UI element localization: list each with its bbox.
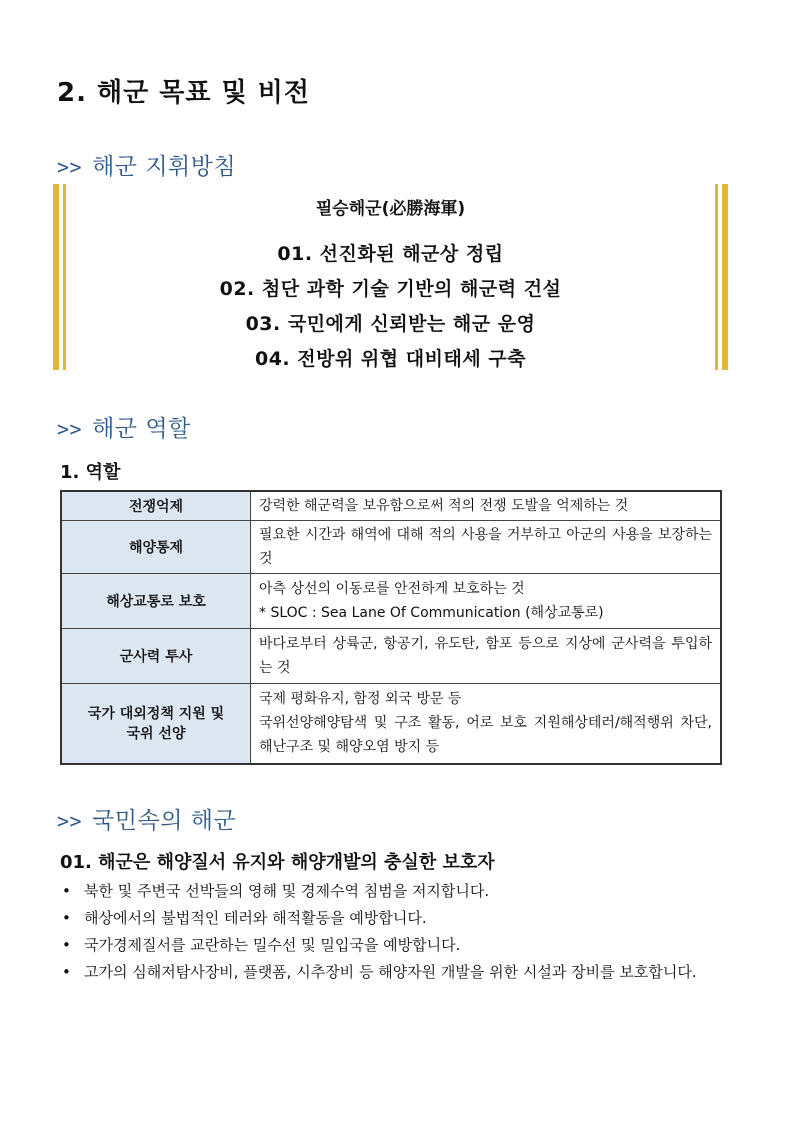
list-item: • 고가의 심해저탐사장비, 플랫폼, 시추장비 등 해양자원 개발을 위한 시설과 장비를 보호합니다.	[60, 959, 725, 986]
bullet-icon: •	[62, 936, 71, 954]
table-row	[61, 521, 721, 574]
section-arrow-icon: >>	[57, 809, 83, 833]
section-arrow-icon: >>	[57, 155, 83, 179]
guardian-heading: 01. 해군은 해양질서 유지와 해양개발의 충실한 보호자	[60, 852, 495, 873]
motto-item: 01. 선진화된 해군상 정립	[277, 243, 504, 265]
motto-item: 02. 첨단 과학 기술 기반의 해군력 건설	[219, 278, 562, 300]
section-arrow-icon: >>	[57, 417, 83, 441]
roles-table	[60, 490, 722, 765]
bullet-icon: •	[62, 963, 71, 981]
role-desc-cell: 강력한 해군력을 보유함으로써 적의 전쟁 도발을 억제하는 것	[251, 491, 722, 521]
table-row	[61, 574, 721, 629]
list-item: • 북한 및 주변국 선박들의 영해 및 경제수역 침범을 저지합니다.	[60, 878, 725, 905]
list-item: • 해상에서의 불법적인 테러와 해적활동을 예방합니다.	[60, 905, 725, 932]
page-title: 2. 해군 목표 및 비전	[57, 78, 310, 108]
roles-heading: 1. 역할	[60, 462, 121, 483]
section-heading-command	[57, 148, 236, 181]
guardian-list	[60, 878, 725, 986]
section-title: 국민속의 해군	[92, 808, 237, 834]
role-name-cell: 해양통제	[61, 521, 251, 574]
bullet-icon: •	[62, 882, 71, 900]
section-title: 해군 지휘방침	[92, 154, 237, 180]
section-heading-role	[57, 410, 191, 443]
section-heading-people	[57, 802, 236, 835]
list-item: • 국가경제질서를 교란하는 밀수선 및 밀입국을 예방합니다.	[60, 932, 725, 959]
bullet-icon: •	[62, 909, 71, 927]
role-name-cell: 해상교통로 보호	[61, 574, 251, 629]
motto-list	[53, 237, 728, 377]
role-desc-cell: 아측 상선의 이동로를 안전하게 보호하는 것 * SLOC : Sea Lane Of Communication (해상교통로)	[251, 574, 722, 629]
table-row	[61, 684, 721, 764]
motto-item: 04. 전방위 위협 대비태세 구축	[254, 348, 526, 370]
motto-box	[53, 184, 728, 370]
role-name-cell: 군사력 투사	[61, 629, 251, 684]
section-title: 해군 역할	[92, 416, 191, 442]
role-desc-cell: 바다로부터 상륙군, 항공기, 유도탄, 함포 등으로 지상에 군사력을 투입하는 것	[251, 629, 722, 684]
motto-item: 03. 국민에게 신뢰받는 해군 운영	[245, 313, 536, 335]
motto-title: 필승해군(必勝海軍)	[315, 199, 466, 219]
role-desc-cell: 필요한 시간과 해역에 대해 적의 사용을 거부하고 아군의 사용을 보장하는 것	[251, 521, 722, 574]
table-row	[61, 629, 721, 684]
role-name-cell: 전쟁억제	[61, 491, 251, 521]
table-row	[61, 491, 721, 521]
role-desc-cell: 국제 평화유지, 함정 외국 방문 등 국위선양해양탐색 및 구조 활동, 어로 보호 지원해상테러/해적행위 차단, 해난구조 및 해양오염 방지 등	[251, 684, 722, 764]
role-name-cell: 국가 대외정책 지원 및 국위 선양	[61, 684, 251, 764]
